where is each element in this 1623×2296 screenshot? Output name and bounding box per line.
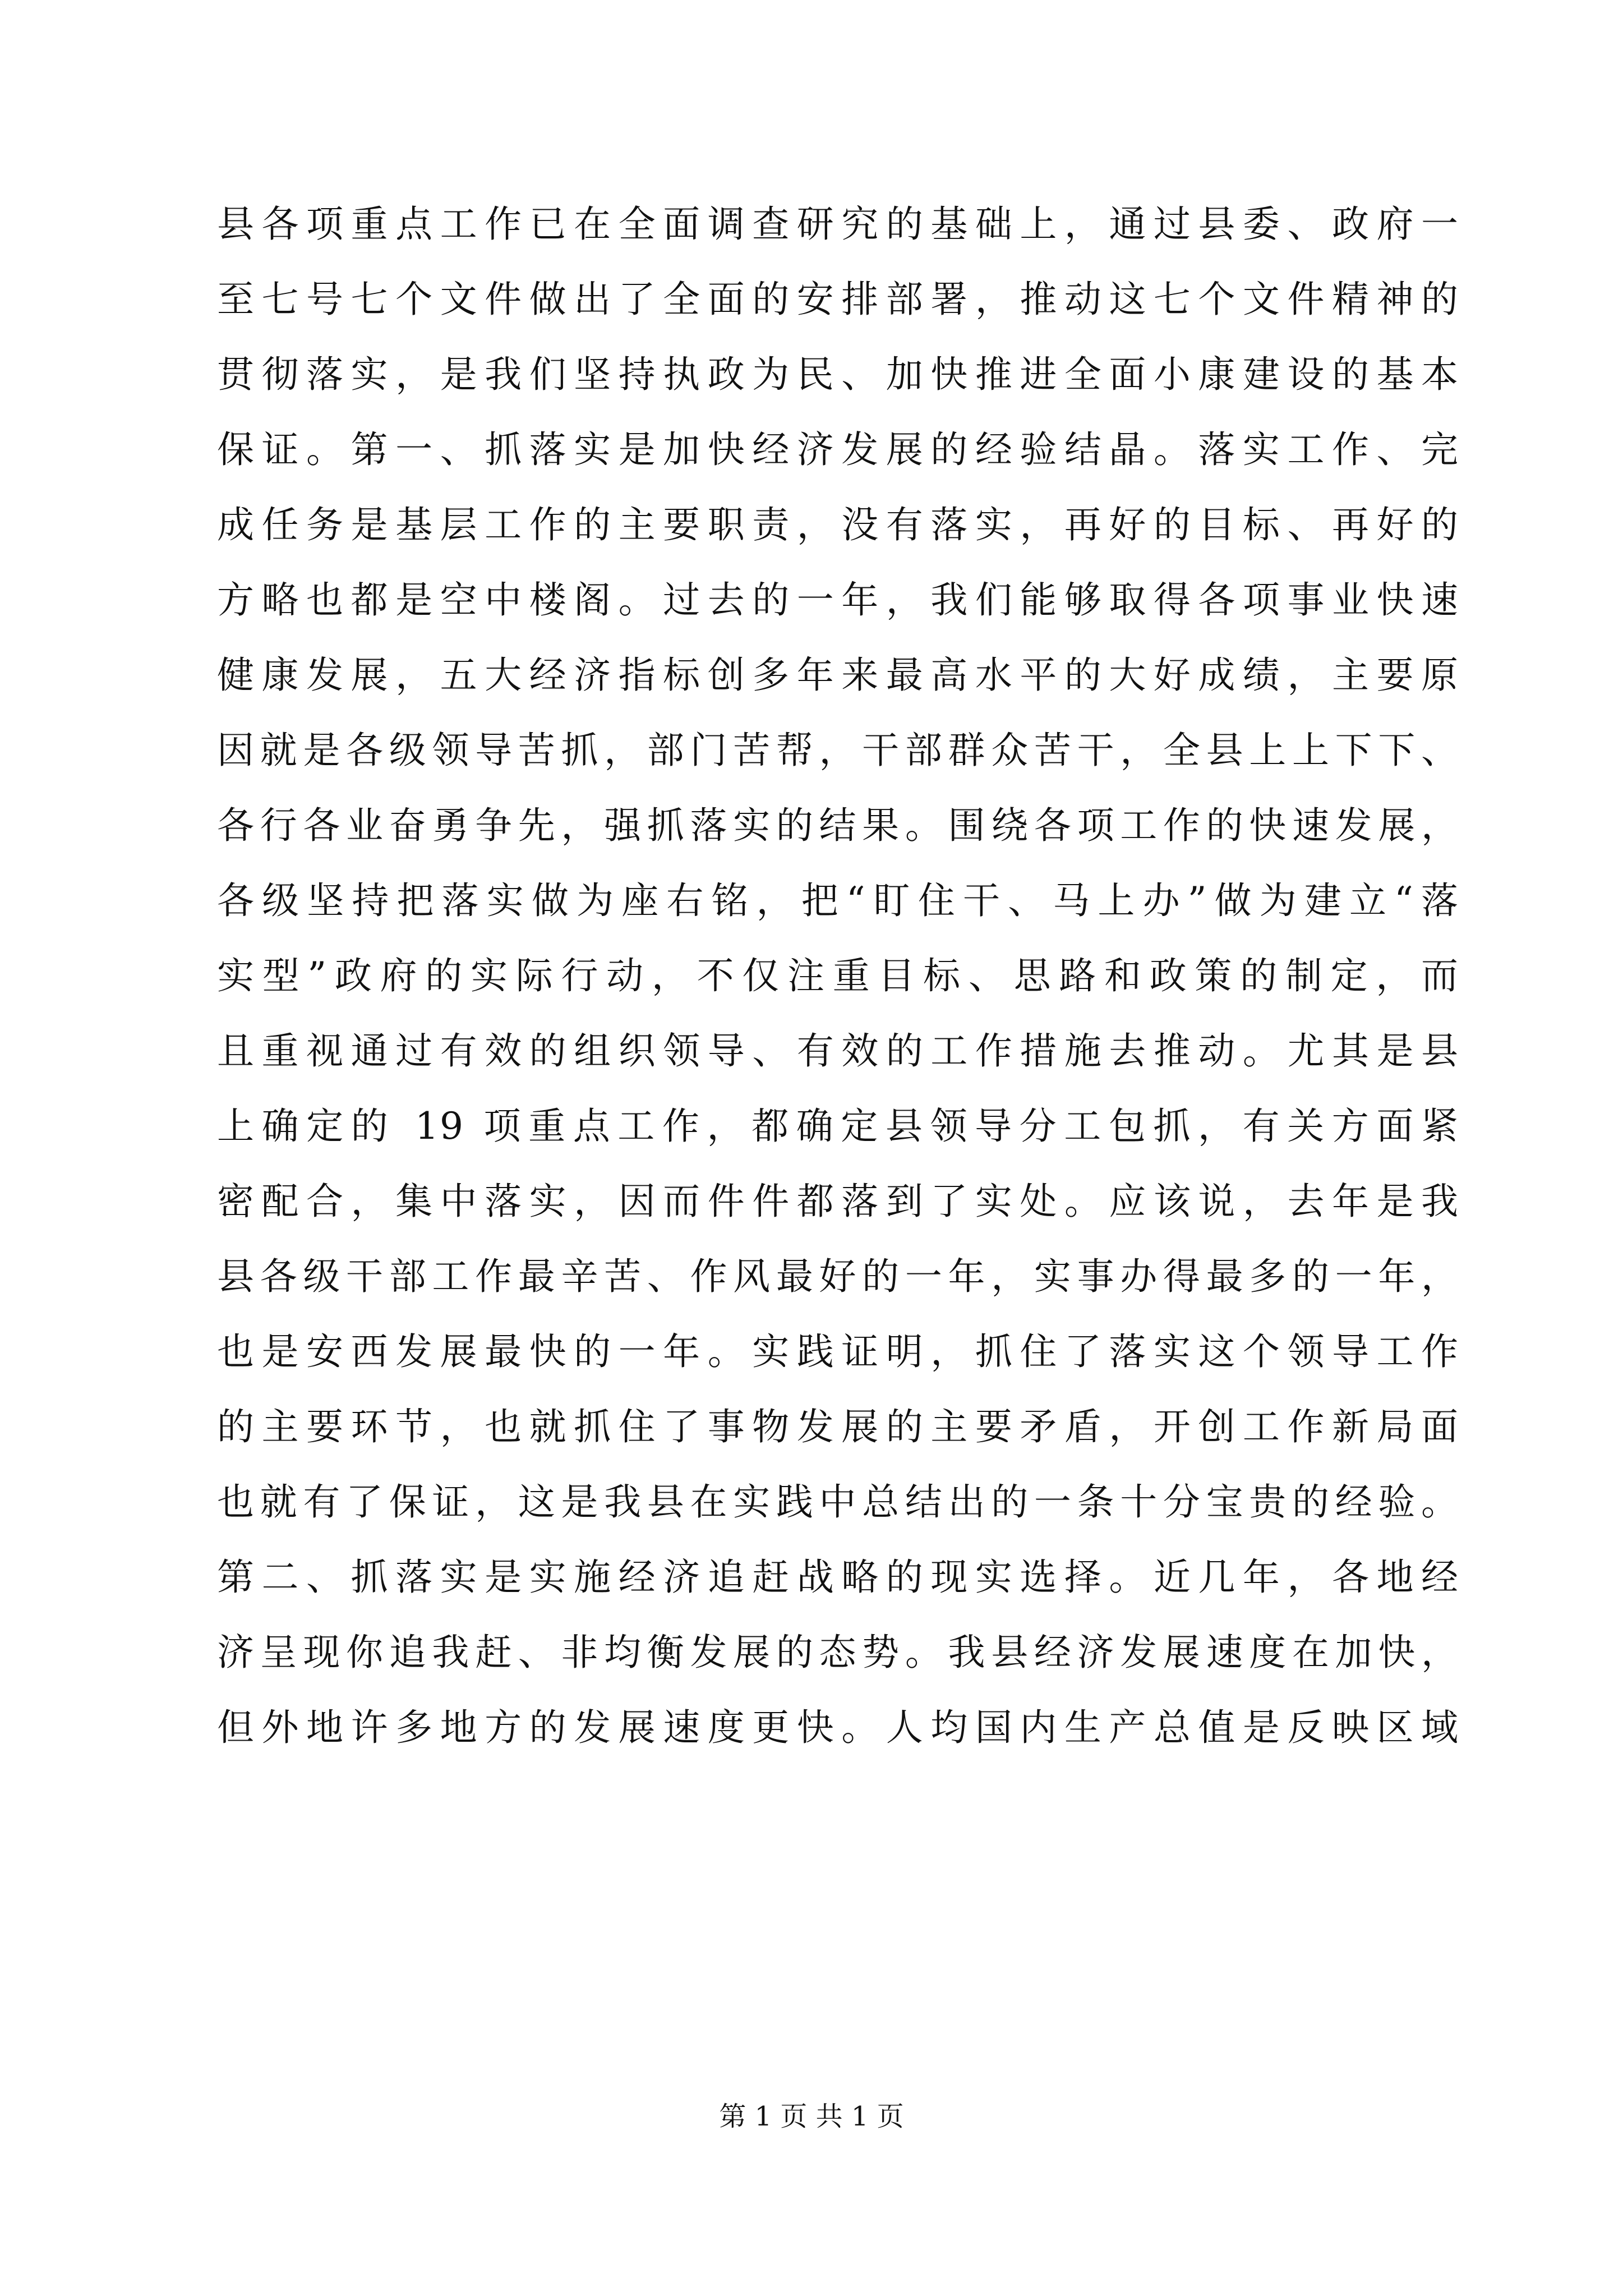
- text-line: 保证。第一、抓落实是加快经济发展的经验结晶。落实工作、完: [217, 428, 1459, 471]
- text-line: 且重视通过有效的组织领导、有效的工作措施去推动。尤其是县: [217, 1029, 1459, 1073]
- page-number-footer: 第 1 页 共 1 页: [719, 2101, 904, 2132]
- text-line: 成任务是基层工作的主要职责，没有落实，再好的目标、再好的: [217, 503, 1459, 546]
- text-line: 上确定的 19 项重点工作，都确定县领导分工包抓，有关方面紧: [217, 1105, 1459, 1148]
- text-line: 实型”政府的实际行动，不仅注重目标、思路和政策的制定，而: [217, 954, 1459, 997]
- text-line: 因就是各级领导苦抓，部门苦帮，干部群众苦干，全县上上下下、: [217, 729, 1459, 772]
- text-line: 方略也都是空中楼阁。过去的一年，我们能够取得各项事业快速: [217, 578, 1459, 622]
- text-line: 至七号七个文件做出了全面的安排部署，推动这七个文件精神的: [217, 278, 1459, 321]
- text-line: 也就有了保证，这是我县在实践中总结出的一条十分宝贵的经验。: [217, 1480, 1459, 1524]
- text-line: 贯彻落实，是我们坚持执政为民、加快推进全面小康建设的基本: [217, 353, 1459, 396]
- text-line: 各级坚持把落实做为座右铭，把“盯住干、马上办”做为建立“落: [217, 879, 1459, 922]
- text-line: 但外地许多地方的发展速度更快。人均国内生产总值是反映区域: [217, 1706, 1459, 1749]
- text-line: 健康发展，五大经济指标创多年来最高水平的大好成绩，主要原: [217, 654, 1459, 697]
- text-line: 县各项重点工作已在全面调查研究的基础上，通过县委、政府一: [217, 203, 1459, 246]
- text-line: 的主要环节，也就抓住了事物发展的主要矛盾，开创工作新局面: [217, 1405, 1459, 1448]
- text-line: 县各级干部工作最辛苦、作风最好的一年，实事办得最多的一年，: [217, 1255, 1459, 1298]
- text-line: 济呈现你追我赶、非均衡发展的态势。我县经济发展速度在加快，: [217, 1631, 1459, 1674]
- text-line: 各行各业奋勇争先，强抓落实的结果。围绕各项工作的快速发展，: [217, 804, 1459, 847]
- text-line: 第二、抓落实是实施经济追赶战略的现实选择。近几年，各地经: [217, 1556, 1459, 1599]
- text-line: 也是安西发展最快的一年。实践证明，抓住了落实这个领导工作: [217, 1330, 1459, 1373]
- text-line: 密配合，集中落实，因而件件都落到了实处。应该说，去年是我: [217, 1180, 1459, 1223]
